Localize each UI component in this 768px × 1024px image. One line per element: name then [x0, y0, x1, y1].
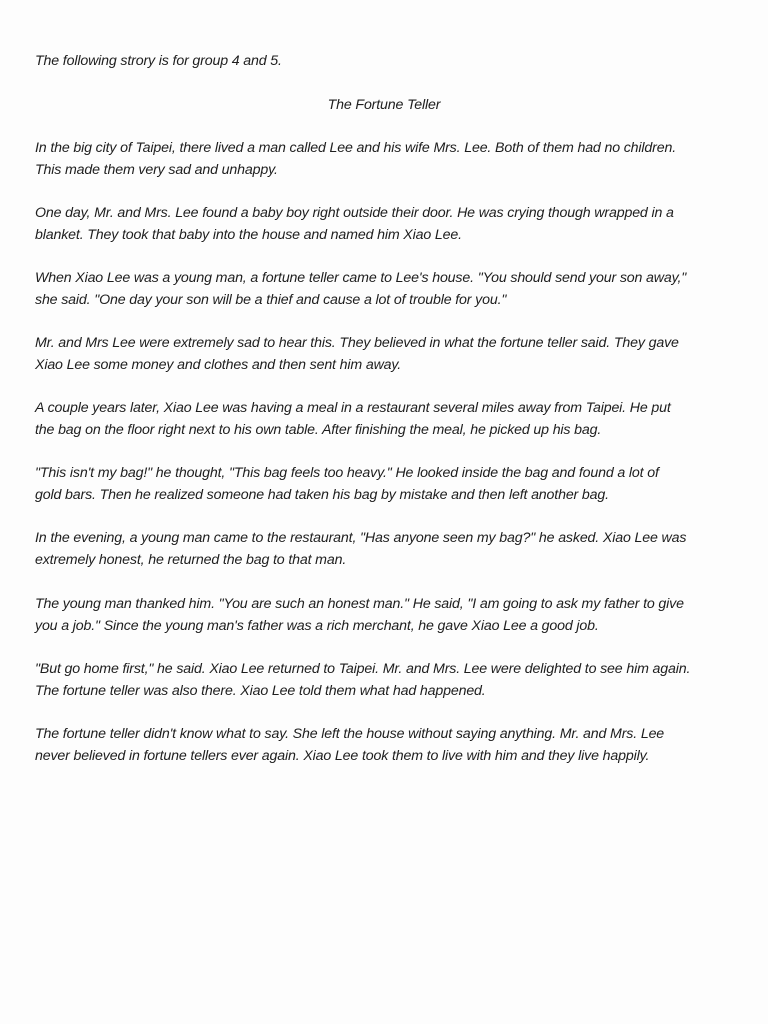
paragraph-6	[35, 462, 740, 506]
paragraph-line: When Xiao Lee was a young man, a fortune teller came to Lee's house. "You should send your son away,"	[35, 270, 687, 286]
paragraph-8	[35, 593, 740, 637]
paragraph-line: blanket. They took that baby into the house and named him Xiao Lee.	[35, 227, 462, 243]
paragraph-line: the bag on the floor right next to his own table. After finishing the meal, he picked up his bag.	[35, 422, 602, 438]
intro-line	[35, 50, 740, 72]
paragraph-line: "This isn't my bag!" he thought, "This bag feels too heavy." He looked inside the bag and found a lot of	[35, 465, 659, 481]
paragraph-line: extremely honest, he returned the bag to that man.	[35, 552, 347, 568]
paragraph-4	[35, 332, 740, 376]
paragraph-line: you a job." Since the young man's father was a rich merchant, he gave Xiao Lee a good job.	[35, 618, 599, 634]
paragraph-line: never believed in fortune tellers ever again. Xiao Lee took them to live with him and they live happily.	[35, 748, 650, 764]
paragraph-line: A couple years later, Xiao Lee was having a meal in a restaurant several miles away from Taipei. He put	[35, 400, 671, 416]
paragraph-line: In the evening, a young man came to the restaurant, "Has anyone seen my bag?" he asked. Xiao Lee was	[35, 530, 687, 546]
paragraph-line: gold bars. Then he realized someone had taken his bag by mistake and then left another bag.	[35, 487, 609, 503]
paragraph-line: "But go home first," he said. Xiao Lee returned to Taipei. Mr. and Mrs. Lee were delighted to see him again.	[35, 661, 691, 677]
paragraph-line: she said. "One day your son will be a thief and cause a lot of trouble for you."	[35, 292, 507, 308]
paragraph-7	[35, 527, 740, 571]
paragraph-line: Xiao Lee some money and clothes and then sent him away.	[35, 357, 402, 373]
paragraph-line: One day, Mr. and Mrs. Lee found a baby boy right outside their door. He was crying though wrapped in a	[35, 205, 674, 221]
paragraph-line: Mr. and Mrs Lee were extremely sad to hear this. They believed in what the fortune teller said. They gave	[35, 335, 679, 351]
paragraph-10	[35, 723, 740, 767]
paragraph-line: This made them very sad and unhappy.	[35, 162, 278, 178]
paragraph-5	[35, 397, 740, 441]
paragraph-line: The fortune teller didn't know what to say. She left the house without saying anything. Mr. and Mrs. Lee	[35, 726, 665, 742]
intro-text: The following strory is for group 4 and 5.	[35, 53, 282, 69]
paragraph-1	[35, 137, 740, 181]
paragraph-9	[35, 658, 740, 702]
paragraph-line: The fortune teller was also there. Xiao Lee told them what had happened.	[35, 683, 486, 699]
paragraph-line: In the big city of Taipei, there lived a man called Lee and his wife Mrs. Lee. Both of them had no children.	[35, 140, 677, 156]
paragraph-line: The young man thanked him. "You are such an honest man." He said, "I am going to ask my father to give	[35, 596, 684, 612]
paragraph-2	[35, 202, 740, 246]
paragraph-3	[35, 267, 740, 311]
story-title: The Fortune Teller	[327, 97, 441, 113]
